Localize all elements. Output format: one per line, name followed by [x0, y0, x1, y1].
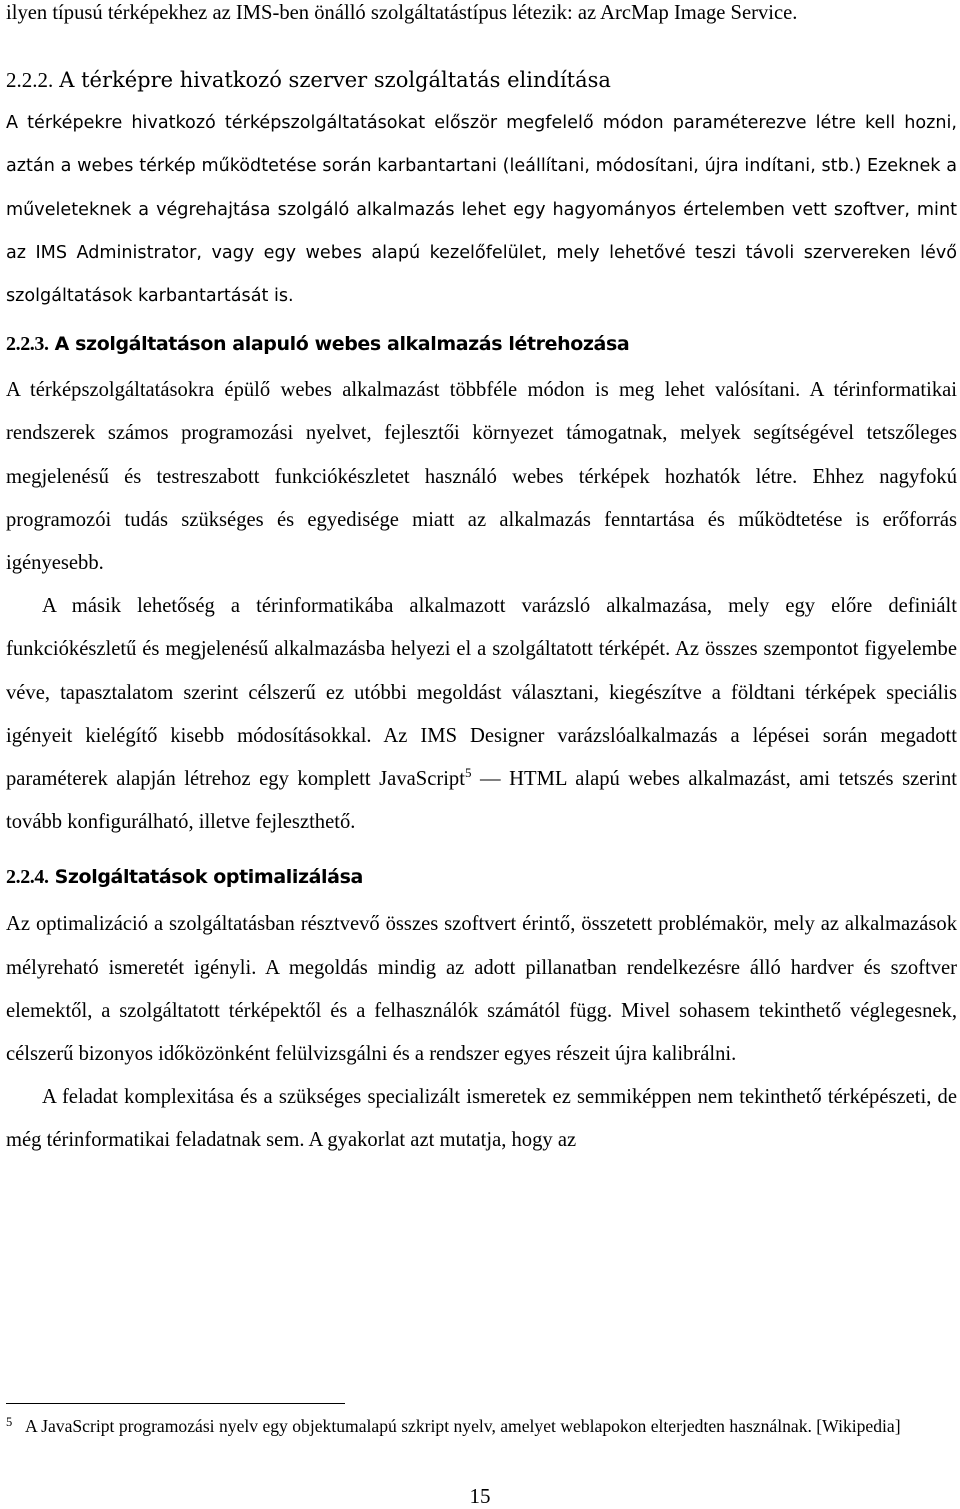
footnote-mark: 5 [6, 1415, 13, 1429]
section-2-2-2-paragraph: A térképekre hivatkozó térképszolgáltatásokat először megfelelő módon paraméterezve létre kell hozni, aztán a webes térkép működtetése során karbantartani (leállítani, módosítani, újra indítani, stb.) Ezeknek a műveleteknek a végrehajtása szolgáló alkalmazás lehet egy hagyományos értelemben vett szoftver, mint az IMS Administrator, vagy egy webes alapú kezelőfelület, mely lehetővé teszi távoli szervereken lévő szolgáltatások karbantartását is. [6, 113, 957, 307]
section-title: Szolgáltatások optimalizálása [54, 866, 363, 889]
section-number: 2.2.4. [6, 866, 49, 889]
footnote-text: A JavaScript programozási nyelv egy objektumalapú szkript nyelv, amelyet weblapokon elterjedten használnak. [Wikipedia] [25, 1416, 901, 1436]
section-heading-2-2-3 [6, 330, 957, 358]
section-2-2-4-paragraph-2: A feladat komplexitása és a szükséges specializált ismeretek ez semmiképpen nem tekinthető térképészeti, de még térinformatikai feladatnak sem. A gyakorlat azt mutatja, hogy az [6, 1086, 957, 1152]
page-number: 15 [469, 1484, 491, 1508]
section-2-2-3-paragraph-2: A másik lehetőség a térinformatikába alkalmazott varázsló alkalmazása, mely egy előre definiált funkciókészletű és megjelenésű alkalmazásba helyezi el a szolgáltatott térképét. Az összes szempontot figyelembe véve, tapasztalatom szerint célszerű ez utóbbi megoldást választani, kiegészítve a földtani térképek speciális igényeit kielégítő kisebb módosításokkal. Az IMS Designer varázslóalkalmazás a lépései során megadott paraméterek alapján létrehoz egy komplett JavaScript$^5$ — HTML alapú webes alkalmazást, ami tetszés szerint tovább konfigurálható, illetve fejleszthető. [6, 595, 957, 834]
section-title: A szolgáltatáson alapuló webes alkalmazás létrehozása [54, 333, 630, 356]
section-number: 2.2.2. [6, 68, 54, 93]
section-2-2-3-paragraph-1: A térképszolgáltatásokra épülő webes alkalmazást többféle módon is meg lehet valósítani. A térinformatikai rendszerek számos programozási nyelvet, fejlesztői környezet támogatnak, melyek segítségével tetszőleges megjelenésű és testreszabott funkciókészletet használó webes térképek hozhatók létre. Ehhez nagyfokú programozói tudás szükséges és egyedisége miatt az alkalmazás fenntartása és működtetése is erőforrás igényesebb. [6, 379, 957, 575]
section-title: A térképre hivatkozó szerver szolgáltatás elindítása [59, 68, 611, 93]
section-heading-2-2-2 [6, 66, 957, 94]
section-number: 2.2.3. [6, 333, 49, 356]
section-2-2-4-paragraph-1: Az optimalizáció a szolgáltatásban résztvevő összes szoftvert érintő, összetett problémakör, mely az alkalmazások mélyreható ismeretét igényli. A megoldás mindig az adott pillanatban rendelkezésre álló hardver és szoftver elemektől, a szolgáltatott térképektől és a felhasználók számától függ. Mivel sohasem tekinthető véglegesnek, célszerű bizonyos időközönként felülvizsgálni és a rendszer egyes részeit újra kalibrálni. [6, 913, 957, 1066]
intro-paragraph: ilyen típusú térképekhez az IMS-ben önálló szolgáltatástípus létezik: az ArcMap Image Service. [6, 2, 798, 24]
document-page [6, 0, 957, 1163]
footnote [6, 1414, 956, 1438]
section-heading-2-2-4 [6, 863, 957, 891]
footnote-separator [6, 1403, 345, 1404]
footnote-reference: 5 [464, 765, 472, 781]
